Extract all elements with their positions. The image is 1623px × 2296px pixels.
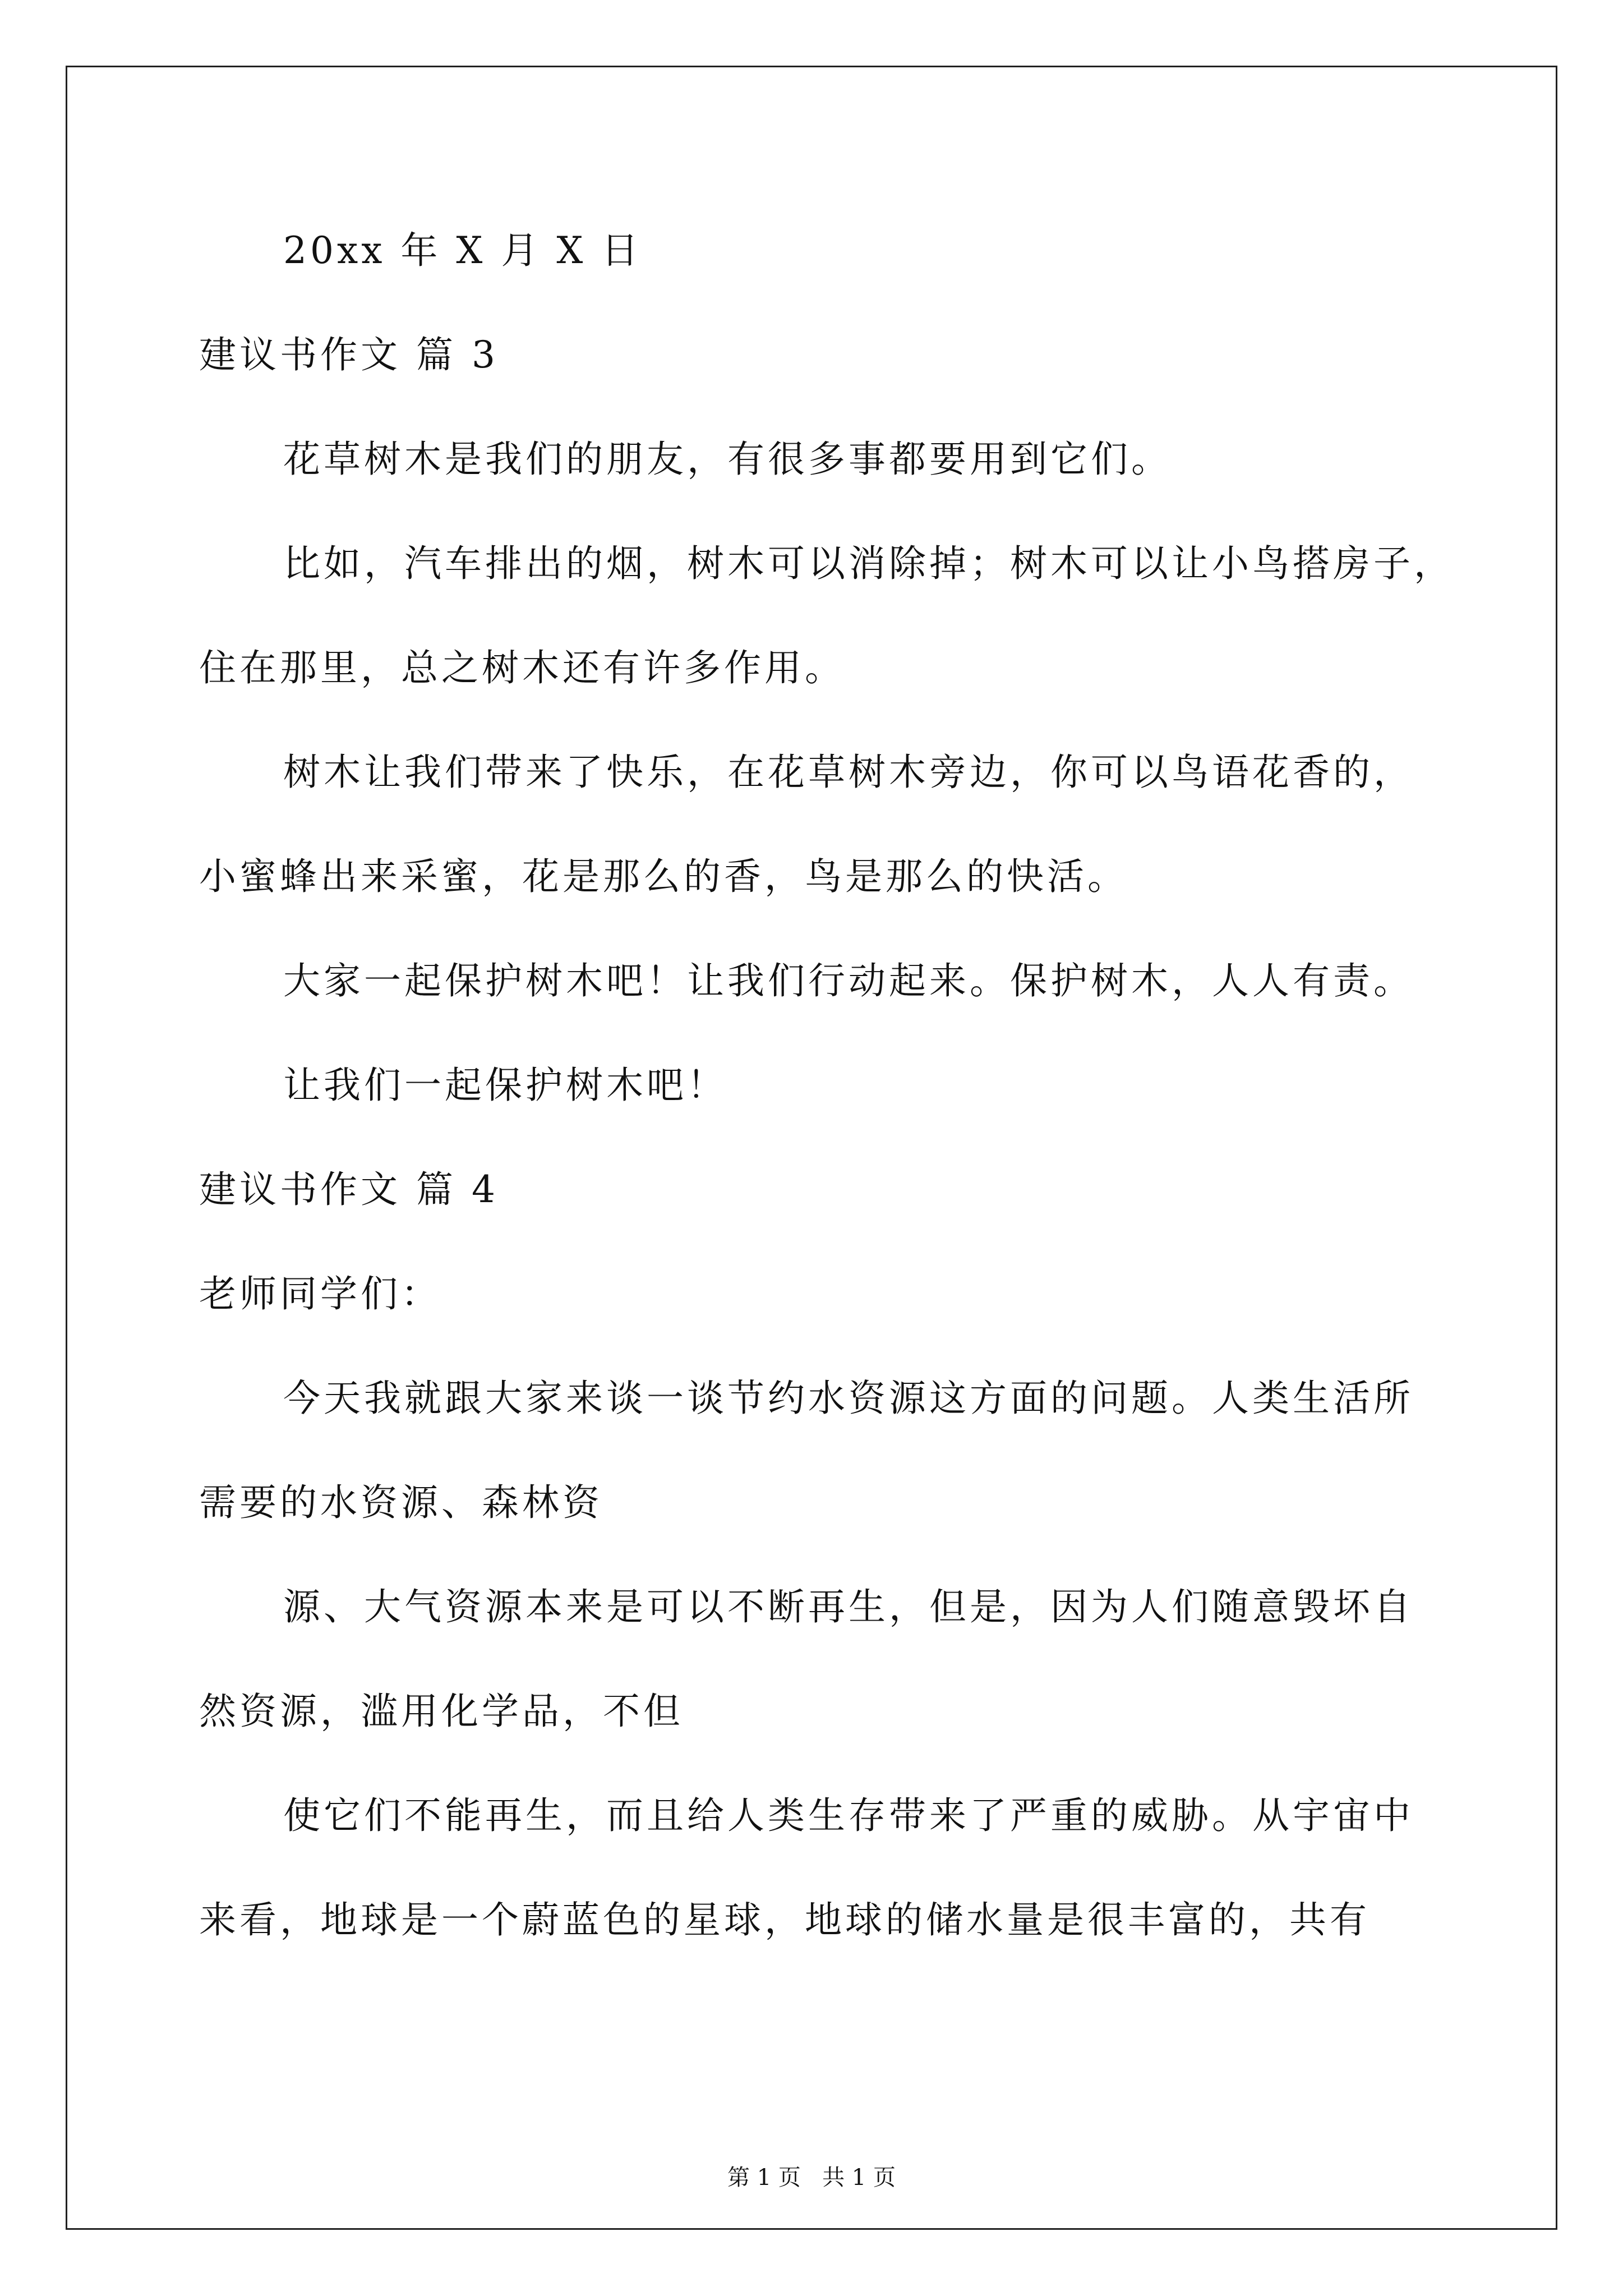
paragraph-line: 比如，汽车排出的烟，树木可以消除掉；树木可以让小鸟搭房子， (283, 542, 1454, 585)
paragraph-line: 使它们不能再生，而且给人类生存带来了严重的威胁。从宇宙中 (283, 1794, 1414, 1837)
section-heading-4: 建议书作文 篇 4 (199, 1168, 499, 1211)
salutation: 老师同学们： (199, 1272, 441, 1315)
paragraph-line: 让我们一起保护树木吧！ (283, 1064, 727, 1107)
paragraph-line: 需要的水资源、森林资 (199, 1481, 603, 1524)
paragraph-line: 来看，地球是一个蔚蓝色的星球，地球的储水量是很丰富的，共有 (199, 1898, 1370, 1941)
date-line: 20xx 年 X 月 X 日 (283, 229, 642, 272)
paragraph-line: 源、大气资源本来是可以不断再生，但是，因为人们随意毁坏自 (283, 1585, 1414, 1628)
paragraph-line: 今天我就跟大家来谈一谈节约水资源这方面的问题。人类生活所 (283, 1377, 1414, 1420)
paragraph-line: 住在那里，总之树木还有许多作用。 (199, 646, 845, 689)
page-footer: 第 1 页 共 1 页 (727, 2165, 896, 2191)
paragraph-line: 大家一起保护树木吧！让我们行动起来。保护树木，人人有责。 (283, 959, 1414, 1002)
paragraph-line: 树木让我们带来了快乐，在花草树木旁边，你可以鸟语花香的， (283, 751, 1414, 794)
section-heading-3: 建议书作文 篇 3 (199, 333, 499, 376)
paragraph-line: 花草树木是我们的朋友，有很多事都要用到它们。 (283, 438, 1172, 481)
paragraph-line: 然资源，滥用化学品，不但 (199, 1690, 684, 1733)
paragraph-line: 小蜜蜂出来采蜜，花是那么的香，鸟是那么的快活。 (199, 855, 1128, 898)
